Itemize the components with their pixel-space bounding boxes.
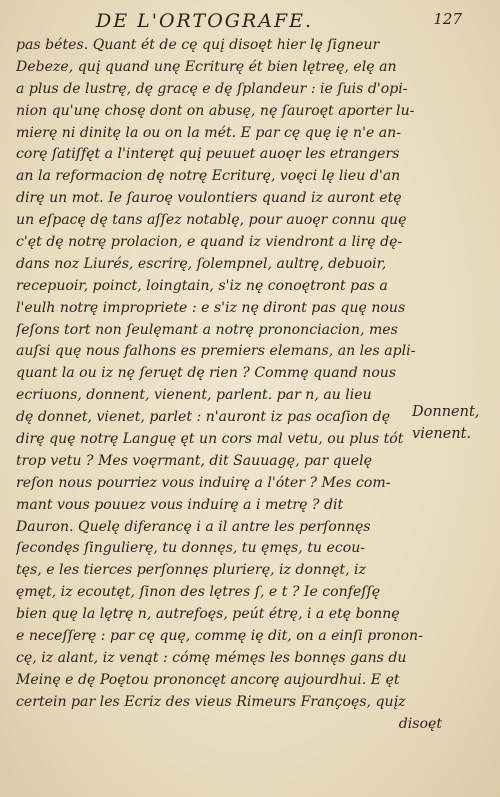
text-line: dans noz Liurés, escrirę, ſolempnel, aultrę, debuoir, <box>16 255 387 272</box>
page-number: 127 <box>433 10 462 28</box>
text-line: corę ſatiſfęt a l'interęt quį peuuet auoęr les etrangers <box>16 146 400 163</box>
text-line: ęmęt, iz ecoutęt, ſinon des lętres ſ, e t ? Ie confeſſę <box>16 584 381 601</box>
text-line: certein par les Ecriz des vieus Rimeurs Françoęs, quįz <box>16 693 406 710</box>
text-line: auſsi quę nous falhons es premiers elemans, an les apli- <box>16 343 416 360</box>
text-line: c'ęt dę notrę prolacion, e quand iz viendront a lirę dę- <box>16 234 403 251</box>
text-line: dę donnet, vienet, parlet : n'auront iz pas ocaſion dę <box>16 409 391 426</box>
text-line: tęs, e les tierces perſonnęs plurierę, iz donnęt, iz <box>16 562 366 579</box>
text-line: Meinę e dę Poętou prononcęt ancorę aujourdhui. E ęt <box>16 671 400 688</box>
text-line: pas bétes. Quant ét de cę quį disoęt hier lę ſigneur <box>16 37 380 53</box>
text-line: e neceſſerę : par cę quę, commę ię dit, on a einſi pronon- <box>16 628 423 645</box>
text-line: un eſpacę dę tans aſſez notablę, pour auoęr connu quę <box>16 212 407 229</box>
text-line: trop vetu ? Mes voęrmant, dit Sauuagę, par quelę <box>16 452 372 469</box>
text-line: dirę quę notrę Languę ęt un cors mal vetu, ou plus tót <box>16 431 404 448</box>
text-line: Dauron. Quelę diferancę i a il antre les perſonnęs <box>16 518 371 535</box>
text-line: l'eulh notrę impropriete : e s'iz nę diront pas quę nous <box>16 299 406 316</box>
text-line: an la reformacion dę notrę Ecriturę, voęci lę lieu d'an <box>16 168 401 185</box>
text-line: nion qu'unę chosę dont on abusę, nę ſauroęt aporter lu- <box>16 102 415 119</box>
text-line: bien quę la lętrę n, autrefoęs, peút étrę, i a etę bonnę <box>16 606 400 623</box>
text-line: ecriuons, donnent, vienent, parlent. par n, au lieu <box>16 387 372 404</box>
page-header <box>0 8 500 32</box>
text-line: a plus de lustrę, dę gracę e dę ſplandeur : ie ſuis d'opi- <box>16 80 408 97</box>
margin-note: Donnent, <box>412 404 480 420</box>
text-line: mant vous pouuez vous induirę a i metrę ? dit <box>16 496 344 513</box>
catchword: disoęt <box>398 715 442 732</box>
text-line: Debeze, quį quand unę Ecriturę ét bien lętreę, elę an <box>16 58 397 75</box>
body-text <box>16 35 486 736</box>
margin-note: vienent. <box>412 426 472 442</box>
text-line: quant la ou iz nę ſeruęt dę rien ? Commę quand nous <box>16 365 397 382</box>
text-line: ſecondęs ſingulierę, tu donnęs, tu ęmęs, tu ecou- <box>16 540 366 557</box>
text-line: ſeſons tort non ſeulęmant a notrę prononciacion, mes <box>16 321 398 338</box>
text-line: mierę ni dinitę la ou on la mét. E par cę quę ię n'e an- <box>16 124 402 141</box>
text-line: dirę un mot. Ie ſauroę voulontiers quand iz auront etę <box>16 190 402 207</box>
text-line: recepuoir, poinct, loingtain, s'iz nę conoętront pas a <box>16 277 388 294</box>
text-line: reſon nous pourriez vous induirę a l'óter ? Mes com- <box>16 474 391 491</box>
running-head: DE L'ORTOGRAFE. <box>96 10 314 32</box>
text-line: cę, iz alant, iz venąt : cómę mémęs les bonnęs gans du <box>16 649 407 666</box>
